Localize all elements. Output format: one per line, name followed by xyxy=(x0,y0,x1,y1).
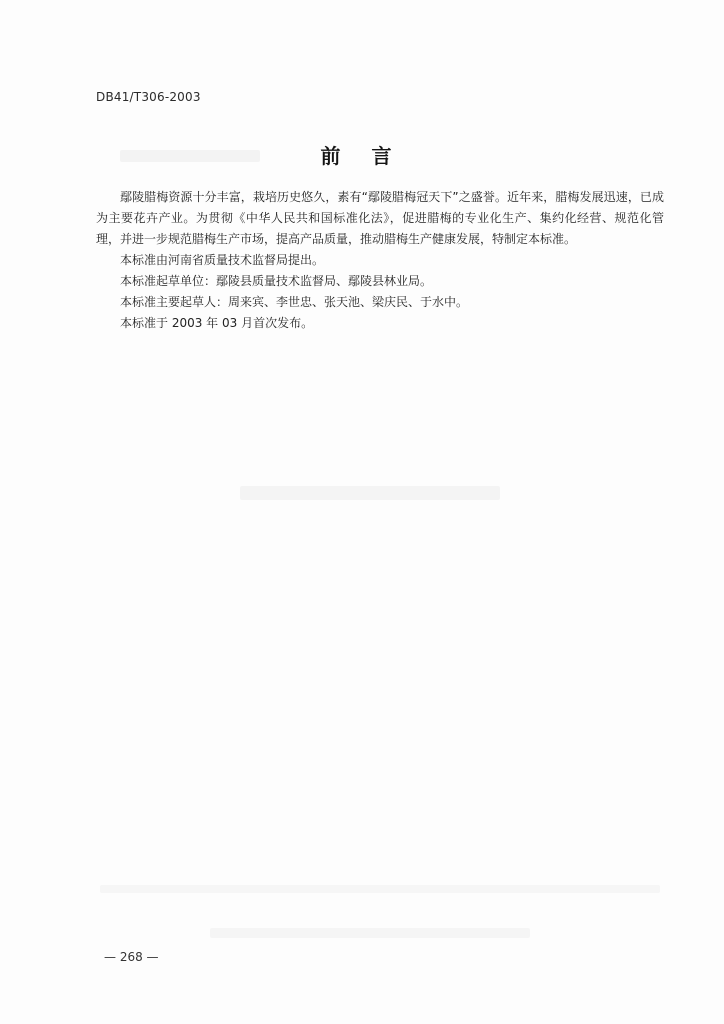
scan-artifact xyxy=(240,486,500,500)
paragraph-release: 本标准于 2003 年 03 月首次发布。 xyxy=(120,316,314,330)
paragraph-drafting-units: 本标准起草单位：鄢陵县质量技术监督局、鄢陵县林业局。 xyxy=(120,274,433,288)
scan-artifact xyxy=(120,150,260,162)
foreword-body xyxy=(96,187,664,334)
paragraph-intro: 鄢陵腊梅资源十分丰富，栽培历史悠久，素有“鄢陵腊梅冠天下”之盛誉。近年来，腊梅发展迅速，已成为主要花卉产业。为贯彻《中华人民共和国标准化法》，促进腊梅的专业化生产、集约化经营、规范化管理，并进一步规范腊梅生产市场，提高产品质量，推动腊梅生产健康发展，特制定本标准。 xyxy=(96,190,664,246)
page-title: 前 言 xyxy=(320,144,404,168)
page-number: — 268 — xyxy=(104,950,159,964)
paragraph-drafters: 本标准主要起草人：周来宾、李世忠、张天池、梁庆民、于水中。 xyxy=(120,295,469,309)
standard-code: DB41/T306-2003 xyxy=(96,90,201,104)
scan-artifact xyxy=(100,885,660,893)
scan-artifact xyxy=(210,928,530,938)
paragraph-proposer: 本标准由河南省质量技术监督局提出。 xyxy=(120,253,325,267)
